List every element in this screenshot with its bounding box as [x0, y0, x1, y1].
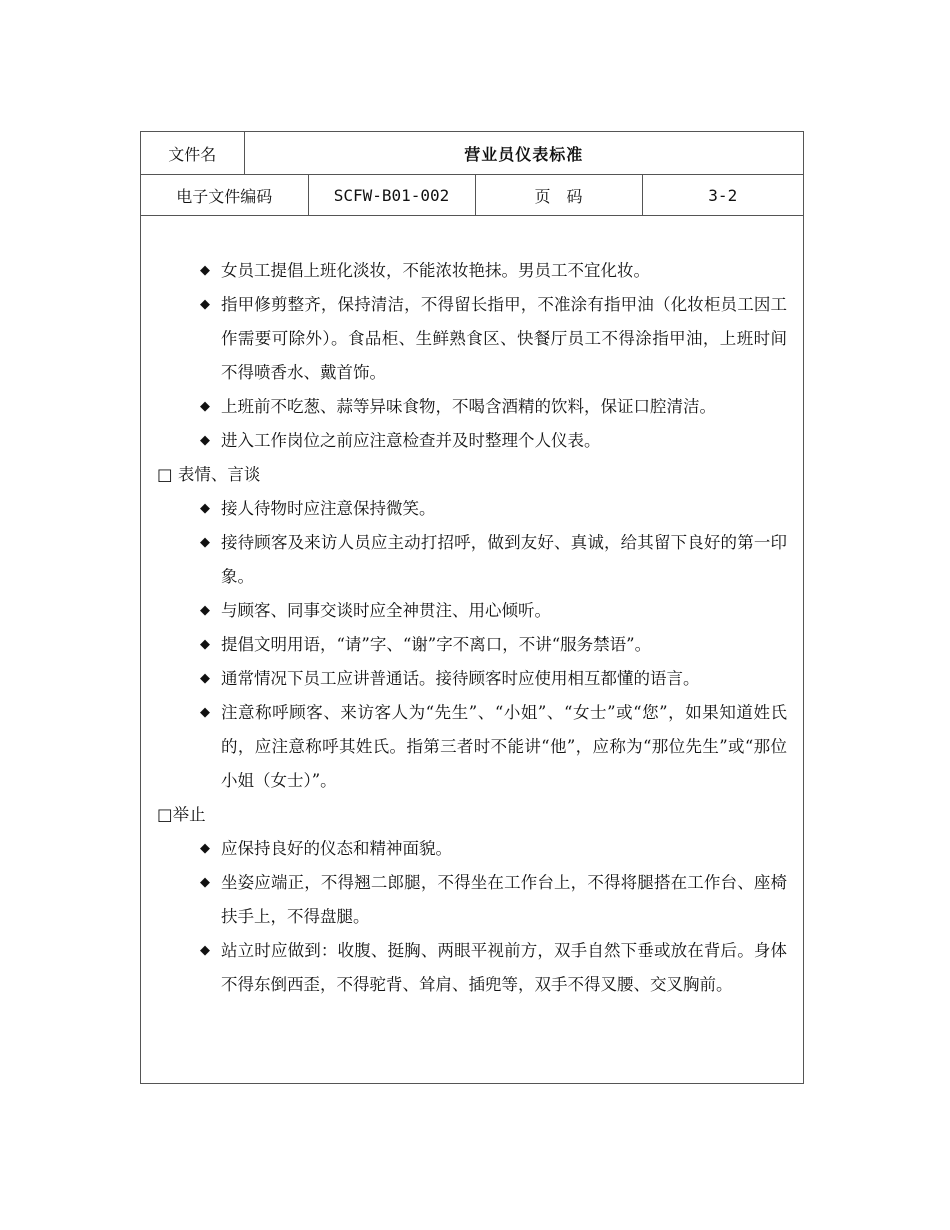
list-item-text: 接人待物时应注意保持微笑。: [221, 499, 436, 518]
page-label: 页 码: [475, 175, 642, 216]
page-number: 3-2: [642, 175, 803, 216]
document-frame: [140, 131, 804, 1084]
bullet-diamond-icon: ◆: [200, 637, 210, 652]
list-item-text: 接待顾客及来访人员应主动打招呼，做到友好、真诚，给其留下良好的第一印象。: [221, 533, 787, 586]
list-item-text: 应保持良好的仪态和精神面貌。: [221, 839, 452, 858]
list-item-text: 注意称呼顾客、来访客人为“先生”、“小姐”、“女士”或“您”，如果知道姓氏的，应注意称呼其姓氏。指第三者时不能讲“他”，应称为“那位先生”或“那位小姐（女士）”。: [221, 703, 787, 790]
list-item-text: 指甲修剪整齐，保持清洁，不得留长指甲，不准涂有指甲油（化妆柜员工因工作需要可除外）。食品柜、生鲜熟食区、快餐厅员工不得涂指甲油，上班时间不得喷香水、戴首饰。: [221, 295, 787, 382]
document-title: 营业员仪表标准: [244, 132, 803, 175]
section-behavior-heading: □举止: [157, 805, 206, 824]
list-item-text: 女员工提倡上班化淡妆，不能浓妆艳抹。男员工不宜化妆。: [221, 261, 650, 280]
file-code: SCFW-B01-002: [308, 175, 475, 216]
bullet-diamond-icon: ◆: [200, 875, 210, 890]
bullet-diamond-icon: ◆: [200, 535, 210, 550]
header-table: [141, 132, 803, 216]
list-item: [141, 662, 803, 696]
list-item: [141, 866, 803, 934]
bullet-diamond-icon: ◆: [200, 671, 210, 686]
bullet-diamond-icon: ◆: [200, 297, 210, 312]
appearance-list: [141, 254, 803, 458]
bullet-diamond-icon: ◆: [200, 841, 210, 856]
file-code-label: 电子文件编码: [141, 175, 308, 216]
list-item-text: 与顾客、同事交谈时应全神贯注、用心倾听。: [221, 601, 551, 620]
expression-list: [141, 492, 803, 798]
list-item: [141, 288, 803, 390]
bullet-diamond-icon: ◆: [200, 501, 210, 516]
list-item: [141, 628, 803, 662]
bullet-diamond-icon: ◆: [200, 705, 210, 720]
list-item: [141, 390, 803, 424]
list-item-text: 进入工作岗位之前应注意检查并及时整理个人仪表。: [221, 431, 601, 450]
list-item-text: 通常情况下员工应讲普通话。接待顾客时应使用相互都懂的语言。: [221, 669, 700, 688]
list-item-text: 上班前不吃葱、蒜等异味食物，不喝含酒精的饮料，保证口腔清洁。: [221, 397, 716, 416]
list-item-text: 站立时应做到：收腹、挺胸、两眼平视前方，双手自然下垂或放在背后。身体不得东倒西歪，不得驼背、耸肩、插兜等，双手不得叉腰、交叉胸前。: [221, 941, 787, 994]
bullet-diamond-icon: ◆: [200, 263, 210, 278]
list-item: [141, 424, 803, 458]
document-body: [141, 254, 803, 1002]
bullet-diamond-icon: ◆: [200, 943, 210, 958]
list-item: [141, 696, 803, 798]
list-item-text: 坐姿应端正，不得翘二郎腿，不得坐在工作台上，不得将腿搭在工作台、座椅扶手上，不得盘腿。: [221, 873, 787, 926]
list-item: [141, 492, 803, 526]
behavior-list: [141, 832, 803, 1002]
list-item-text: 提倡文明用语，“请”字、“谢”字不离口，不讲“服务禁语”。: [221, 635, 652, 654]
list-item: [141, 526, 803, 594]
bullet-diamond-icon: ◆: [200, 603, 210, 618]
list-item: [141, 254, 803, 288]
list-item: [141, 832, 803, 866]
section-expression-heading: □ 表情、言谈: [157, 465, 261, 484]
list-item: [141, 934, 803, 1002]
list-item: [141, 594, 803, 628]
bullet-diamond-icon: ◆: [200, 399, 210, 414]
bullet-diamond-icon: ◆: [200, 433, 210, 448]
file-name-label: 文件名: [141, 132, 244, 175]
